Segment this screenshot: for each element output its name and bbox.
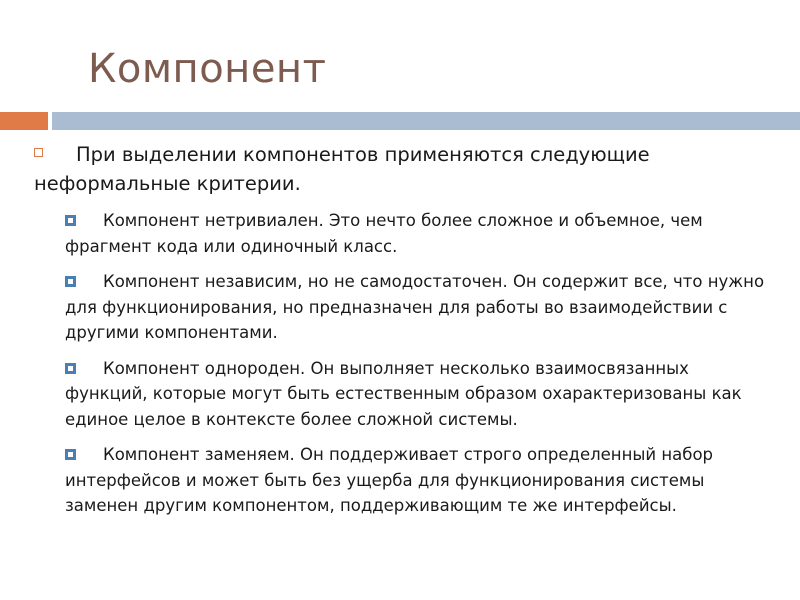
criterion-text: Компонент заменяем. Он поддерживает строго определенный набор интерфейсов и может быть без ущерба для функционирования системы заменен другим компонентом, поддерживающим те же интерфейсы. [65,445,714,515]
filled-square-bullet-icon [65,276,76,287]
filled-square-bullet-icon [65,449,76,460]
criterion-item [65,356,765,433]
title-accent-band-orange [0,112,48,130]
filled-square-bullet-icon [65,215,76,226]
intro-paragraph [34,140,764,198]
criterion-item [65,208,765,259]
criterion-text: Компонент нетривиален. Это нечто более сложное и объемное, чем фрагмент кода или одиночный класс. [65,211,703,256]
criterion-text: Компонент однороден. Он выполняет несколько взаимосвязанных функций, которые могут быть естественным образом охарактеризованы как единое целое в контексте более сложной системы. [65,358,742,429]
criterion-item [65,269,765,346]
title-accent-band-blue [52,112,800,130]
slide-body [34,140,764,529]
slide-title: Компонент [88,46,327,92]
hollow-square-bullet-icon [34,148,43,157]
filled-square-bullet-icon [65,363,76,374]
criterion-item [65,442,765,519]
intro-text: При выделении компонентов применяются следующие неформальные критерии. [34,143,650,195]
criterion-text: Компонент независим, но не самодостаточен. Он содержит все, что нужно для функционирования, но предназначен для работы во взаимодействии с другими компонентами. [65,272,765,342]
